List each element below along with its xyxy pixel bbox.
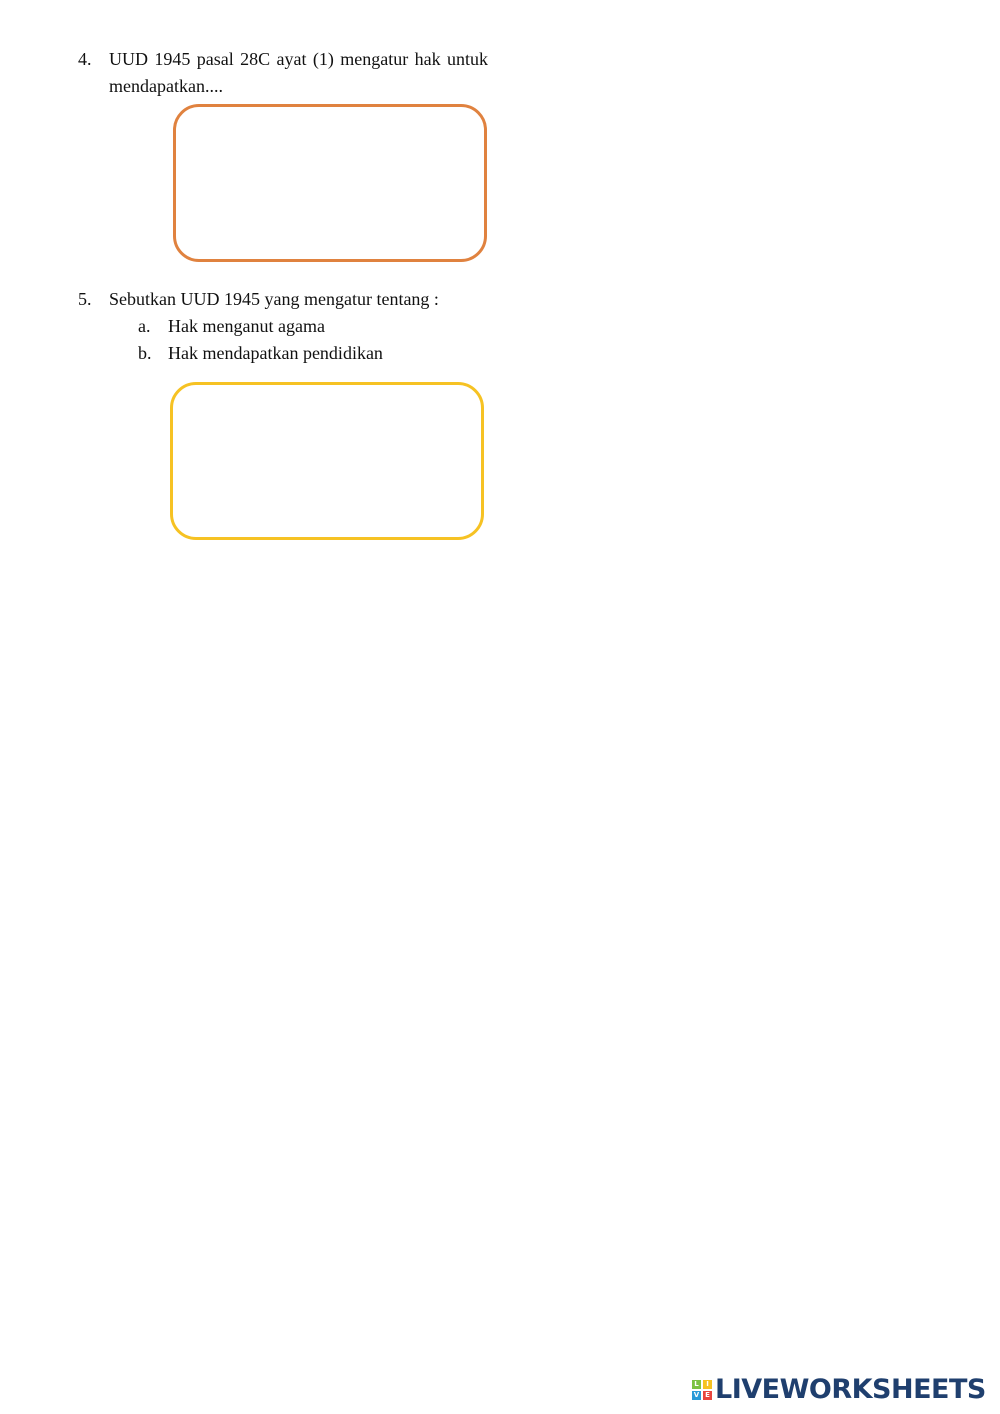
question-number: 5. — [78, 289, 92, 309]
sub-item-text: Hak menganut agama — [168, 316, 325, 336]
logo-wordmark: LIVEWORKSHEETS — [715, 1374, 986, 1405]
question-number: 4. — [78, 49, 92, 69]
question-text: Sebutkan UUD 1945 yang mengatur tentang : — [109, 289, 439, 309]
question-text: UUD 1945 pasal 28C ayat (1) mengatur hak untuk mendapatkan.... — [109, 49, 488, 96]
sub-item-letter: a. — [138, 316, 151, 336]
sub-item-letter: b. — [138, 343, 152, 363]
liveworksheets-logo — [692, 1374, 986, 1406]
live-squares-icon — [692, 1380, 712, 1400]
logo-square-e: E — [703, 1391, 712, 1400]
logo-square-v: V — [693, 1391, 700, 1399]
question-4 — [78, 46, 488, 100]
answer-box-5[interactable] — [170, 382, 484, 540]
logo-square-i: I — [703, 1380, 712, 1389]
answer-box-4[interactable] — [173, 104, 487, 262]
question-5 — [78, 286, 498, 370]
sub-item-text: Hak mendapatkan pendidikan — [168, 343, 383, 363]
logo-square-l: L — [692, 1380, 701, 1389]
